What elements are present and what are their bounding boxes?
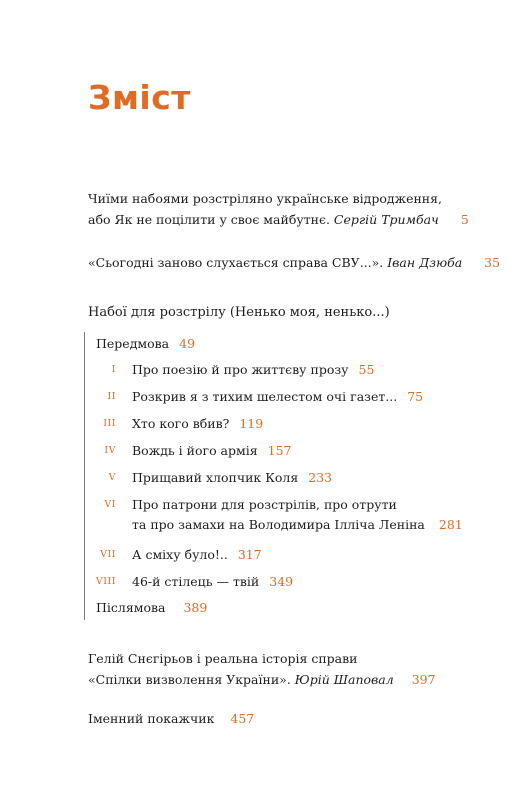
toc-entry-afterword[interactable] (96, 598, 207, 618)
entry-line: «Сьогодні заново слухається справа СВУ...». Іван Дзюба 35 (88, 255, 501, 270)
section-divider (84, 332, 85, 620)
toc-entry-outro-1[interactable] (88, 648, 436, 690)
page-number: 317 (237, 547, 262, 562)
entry-label: Прищавий хлопчик Коля (132, 470, 299, 485)
entry-line: Чиїми набоями розстріляно українське відродження, (88, 191, 442, 206)
page-number: 55 (358, 362, 375, 377)
toc-entry-chapter[interactable] (132, 468, 332, 488)
toc-entry-intro-2[interactable] (88, 252, 500, 273)
entry-label: Передмова (96, 336, 170, 351)
entry-author: Юрій Шаповал (294, 672, 394, 687)
page-number: 389 (183, 600, 208, 615)
entry-author: Сергій Тримбач (333, 212, 439, 227)
toc-entry-chapter[interactable] (132, 441, 291, 461)
entry-label: Про поезію й про життєву прозу (132, 362, 349, 377)
section-title: Набої для розстрілу (Ненько моя, ненько...) (88, 305, 390, 320)
entry-line: Гелій Снєгірьов і реальна історія справи (88, 651, 358, 666)
entry-line: Про патрони для розстрілів, про отрути (132, 497, 397, 512)
entry-line: або Як не поцілити у своє майбутнє. Сергій Тримбач 5 (88, 212, 469, 227)
page-number: 397 (411, 672, 436, 687)
chapter-number: I (111, 364, 116, 375)
page-number: 75 (407, 389, 424, 404)
page-number: 5 (460, 212, 469, 227)
page-number: 119 (239, 416, 264, 431)
page-number: 157 (267, 443, 292, 458)
toc-entry-chapter[interactable] (132, 387, 423, 407)
chapter-number: IV (104, 445, 116, 456)
toc-entry-index[interactable] (88, 708, 254, 729)
page-number: 349 (269, 574, 294, 589)
toc-entry-chapter[interactable] (132, 495, 463, 535)
chapter-number: III (103, 418, 116, 429)
toc-entry-chapter[interactable] (132, 572, 293, 592)
chapter-number: II (107, 391, 116, 402)
entry-label: Вождь і його армія (132, 443, 258, 458)
entry-label: Іменний покажчик (88, 711, 215, 726)
page-title: Зміст (88, 78, 191, 117)
page-number: 457 (230, 711, 255, 726)
entry-label: А сміху було!.. (132, 547, 228, 562)
page-number: 281 (438, 517, 463, 532)
toc-entry-chapter[interactable] (132, 545, 262, 565)
entry-line: та про замахи на Володимира Ілліча Леніна 281 (132, 517, 463, 532)
entry-label: Післямова (96, 600, 166, 615)
entry-label: Хто кого вбив? (132, 416, 230, 431)
page-number: 233 (308, 470, 333, 485)
toc-entry-chapter[interactable] (132, 360, 374, 380)
toc-entry-preface[interactable] (96, 334, 195, 354)
toc-entry-intro-1[interactable] (88, 188, 469, 230)
entry-author: Іван Дзюба (387, 255, 463, 270)
chapter-number: VII (100, 549, 116, 560)
page-number: 49 (179, 336, 196, 351)
chapter-number: V (108, 472, 116, 483)
chapter-number: VI (104, 499, 116, 510)
entry-label: Розкрив я з тихим шелестом очі газет... (132, 389, 398, 404)
entry-line: «Спілки визволення України». Юрій Шаповал 397 (88, 672, 436, 687)
page-number: 35 (484, 255, 501, 270)
toc-entry-chapter[interactable] (132, 414, 263, 434)
chapter-number: VIII (95, 576, 116, 587)
entry-label: 46-й стілець — твій (132, 574, 260, 589)
